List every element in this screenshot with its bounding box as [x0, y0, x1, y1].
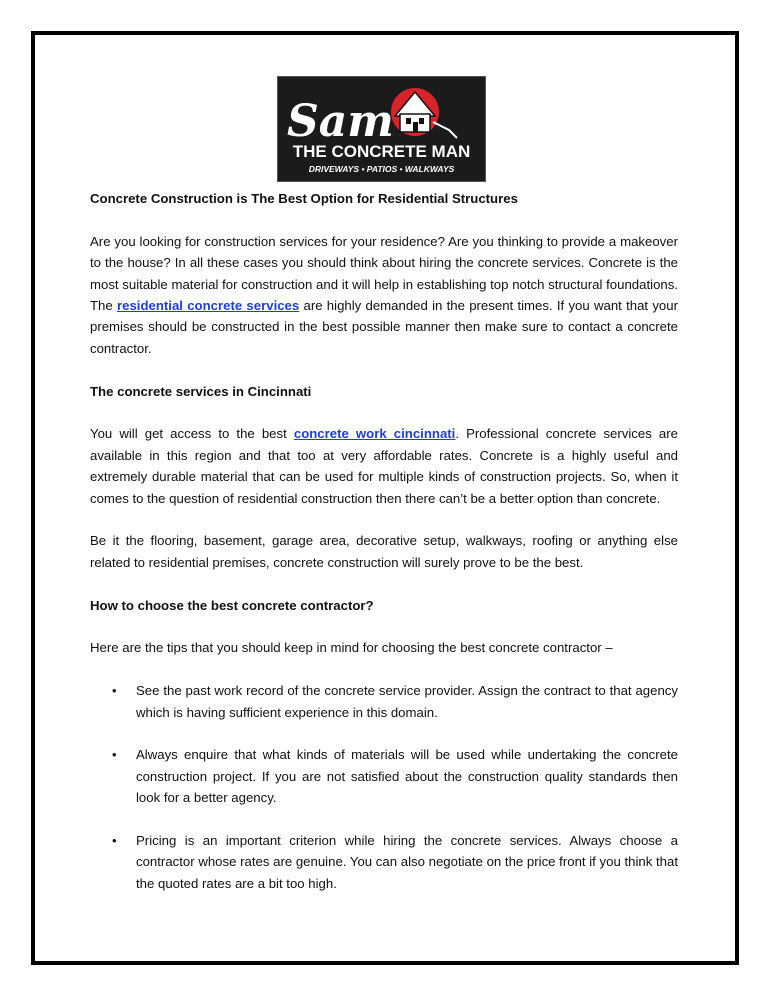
- intro-text-end: are highly demanded in the present times. If you want that your premises should be constructed in the best possible manner then make sure to contact a concrete contractor.: [90, 298, 678, 356]
- section-heading-contractor: How to choose the best concrete contractor?: [90, 597, 374, 613]
- residential-uses-paragraph: Be it the flooring, basement, garage area, decorative setup, walkways, roofing or anything else related to residential premises, concrete construction will surely prove to be the best.: [90, 533, 678, 570]
- list-item: [90, 680, 678, 723]
- intro-text-start: Are you looking for construction services for your residence? Are you thinking to provide a makeover to the house? In all these cases you should think about hiring the concrete services. Concrete is the most suitable material for construction and it will help in establishing top notch structural foundations. The: [90, 233, 678, 314]
- cincinnati-text-end: . Professional concrete services are available in this region and that too at very affordable rates. Concrete is a highly useful and extremely durable material that can be used for multiple kinds of construction projects. So, when it comes to the question of residential construction then there can’t be a better option than concrete.: [90, 426, 678, 506]
- bullet-icon: •: [112, 833, 117, 849]
- cincinnati-text-start: You will get access to the best: [90, 426, 294, 442]
- cincinnati-paragraph: [90, 423, 678, 509]
- residential-concrete-services-link[interactable]: residential concrete services: [116, 298, 300, 314]
- tips-intro-paragraph: Here are the tips that you should keep in mind for choosing the best concrete contractor –: [90, 640, 613, 656]
- list-item: [90, 744, 678, 808]
- article-title: Concrete Construction is The Best Option for Residential Structures: [90, 191, 518, 206]
- logo-tagline-text: DRIVEWAYS • PATIOS • WALKWAYS: [308, 164, 455, 174]
- tips-list: [90, 680, 678, 894]
- list-item: [90, 830, 678, 894]
- logo-brand-text: Sam: [287, 96, 394, 147]
- intro-paragraph: [90, 231, 678, 359]
- section-heading-cincinnati: The concrete services in Cincinnati: [90, 383, 312, 399]
- logo-subtitle-text: THE CONCRETE MAN: [292, 142, 471, 161]
- company-logo: [277, 76, 486, 182]
- concrete-work-cincinnati-link[interactable]: concrete work cincinnati: [293, 426, 456, 442]
- article-body: [90, 188, 678, 894]
- logo-graphic: [277, 76, 486, 182]
- bullet-icon: •: [112, 683, 117, 699]
- tip-text: See the past work record of the concrete service provider. Assign the contract to that agency which is having sufficient experience in this domain.: [136, 683, 678, 720]
- bullet-icon: •: [112, 747, 117, 763]
- tip-text: Pricing is an important criterion while hiring the concrete services. Always choose a contractor whose rates are genuine. You can also negotiate on the price front if you think that the quoted rates are a bit too high.: [136, 833, 678, 891]
- tip-text: Always enquire that what kinds of materials will be used while undertaking the concrete construction project. If you are not satisfied about the construction quality standards then look for a better agency.: [136, 747, 678, 806]
